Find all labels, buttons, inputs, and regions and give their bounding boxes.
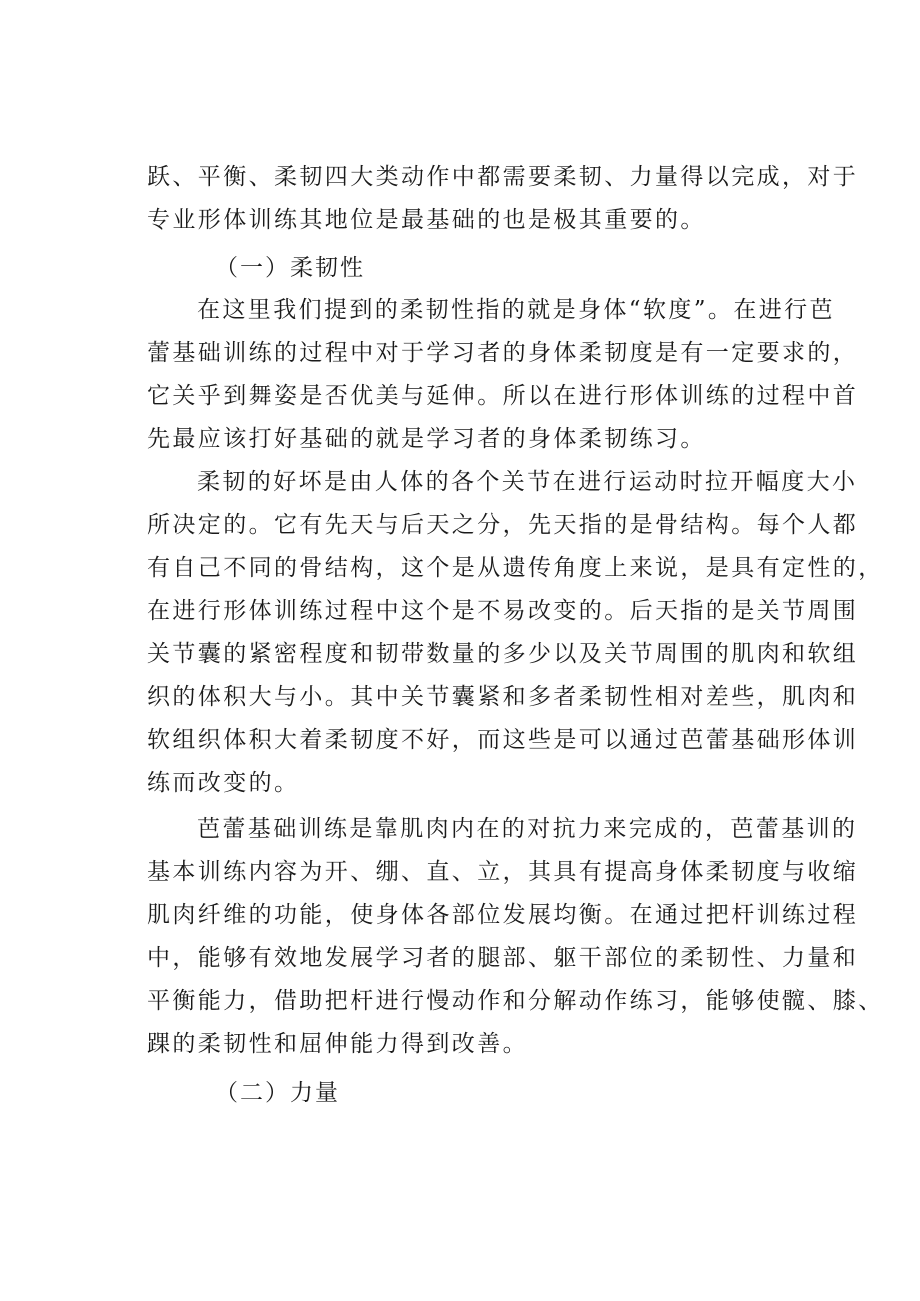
text-line: 基本训练内容为开、绷、直、立，其具有提高身体柔韧度与收缩 [147,859,859,885]
text-line: 中，能够有效地发展学习者的腿部、躯干部位的柔韧性、力量和 [147,945,859,971]
text-line: 肌肉纤维的功能，使身体各部位发展均衡。在通过把杆训练过程 [147,902,859,928]
section-heading-flexibility: （一）柔韧性 [215,255,365,281]
text-line: 柔韧的好坏是由人体的各个关节在进行运动时拉开幅度大小 [197,469,858,495]
text-line: 在进行形体训练过程中这个是不易改变的。后天指的是关节周围 [147,598,859,624]
text-line: 关节囊的紧密程度和韧带数量的多少以及关节周围的肌肉和软组 [147,641,859,667]
section-heading-strength: （二）力量 [215,1080,340,1106]
text-line: 软组织体积大着柔韧度不好，而这些是可以通过芭蕾基础形体训 [147,727,859,753]
text-line: 所决定的。它有先天与后天之分，先天指的是骨结构。每个人都 [147,512,859,538]
text-line: 跃、平衡、柔韧四大类动作中都需要柔韧、力量得以完成，对于 [147,164,859,190]
text-line: 它关乎到舞姿是否优美与延伸。所以在进行形体训练的过程中首 [147,383,859,409]
text-line: 有自己不同的骨结构，这个是从遗传角度上来说，是具有定性的， [147,555,884,581]
text-line: 织的体积大与小。其中关节囊紧和多者柔韧性相对差些，肌肉和 [147,684,859,710]
text-line: 平衡能力，借助把杆进行慢动作和分解动作练习，能够使髋、膝、 [147,988,884,1014]
text-line: 先最应该打好基础的就是学习者的身体柔韧练习。 [147,426,706,452]
text-line: 芭蕾基础训练是靠肌肉内在的对抗力来完成的，芭蕾基训的 [197,816,858,842]
text-line: 蕾基础训练的过程中对于学习者的身体柔韧度是有一定要求的， [147,340,859,366]
text-line: 踝的柔韧性和屈伸能力得到改善。 [147,1031,528,1057]
text-line: 专业形体训练其地位是最基础的也是极其重要的。 [147,207,706,233]
text-line: 练而改变的。 [147,770,300,796]
text-line: 在这里我们提到的柔韧性指的就是身体“软度”。在进行芭 [197,297,835,323]
